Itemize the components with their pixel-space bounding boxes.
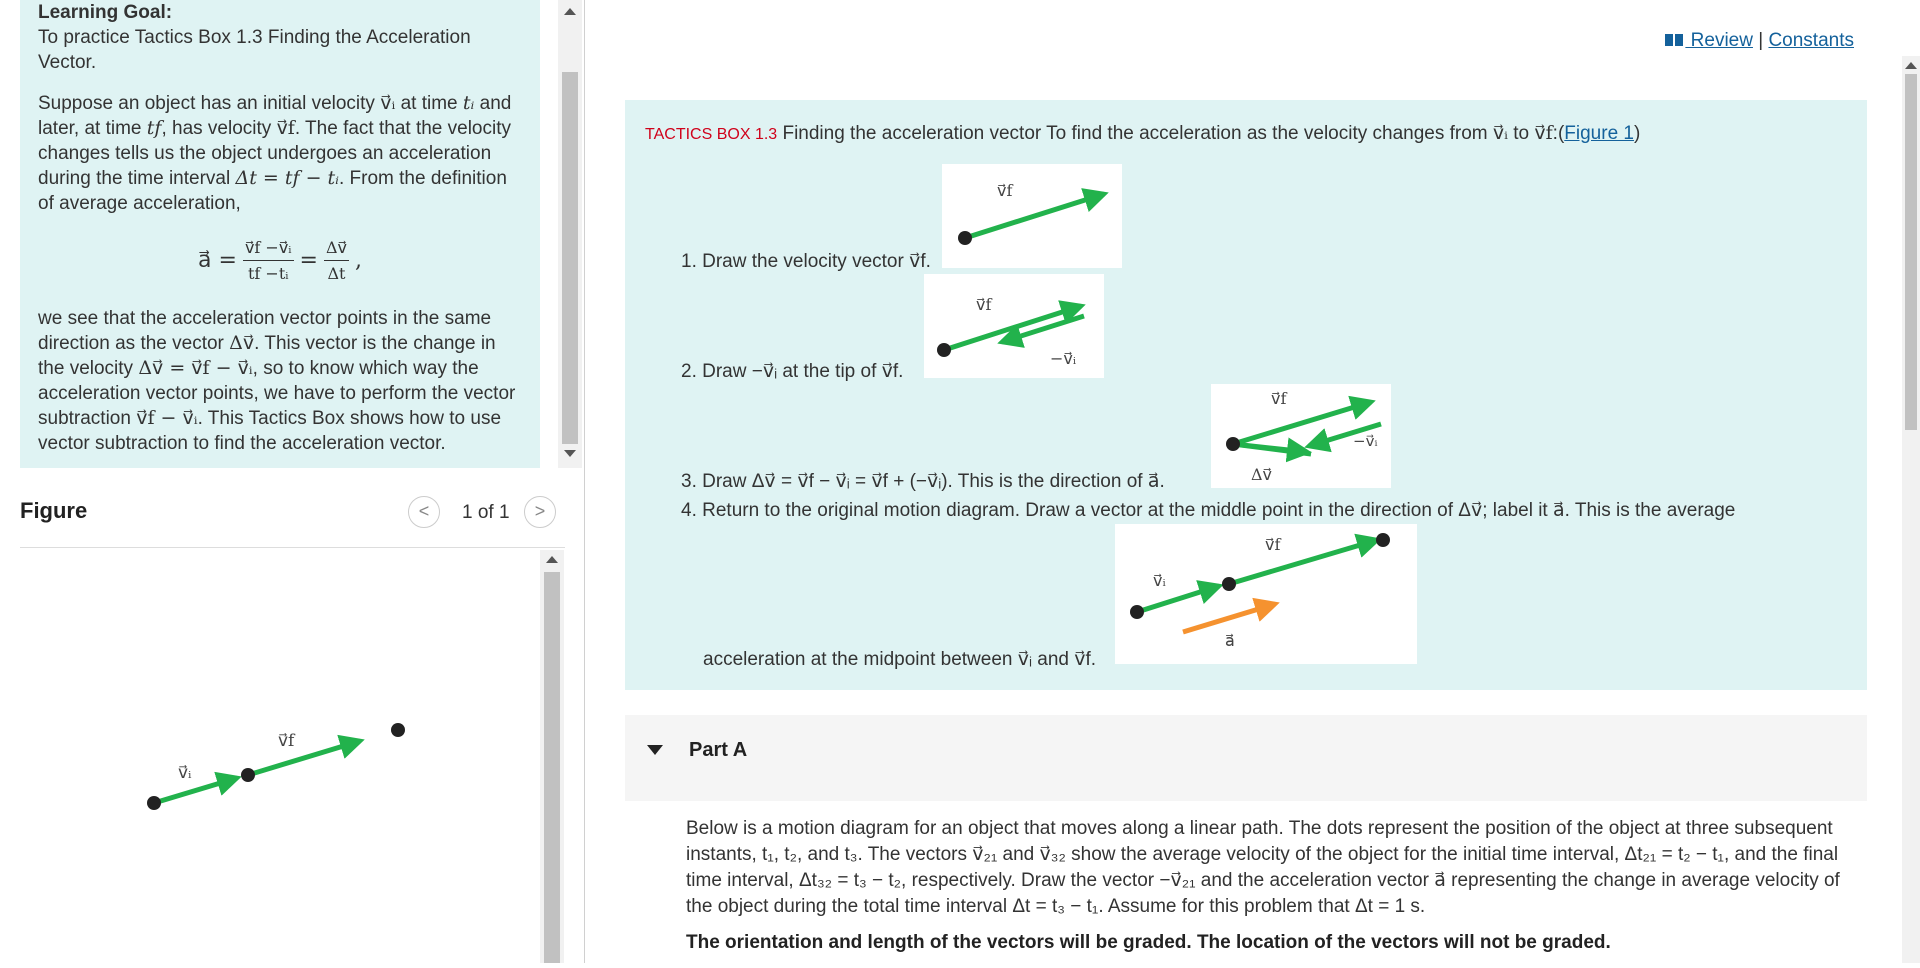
vf-arrow (248, 741, 360, 775)
step-2-image (924, 274, 1104, 378)
figure-page-count: 1 of 1 (462, 502, 510, 523)
step-3-image (1211, 384, 1391, 488)
step-4-text: 4. Return to the original motion diagram. Draw a vector at the middle point in the direction of Δv⃗; label it a⃗. This is the average (681, 500, 1736, 521)
step-1-image (942, 164, 1122, 268)
svg-text:v⃗f: v⃗f (1265, 535, 1281, 554)
right-pane (586, 0, 1920, 963)
figure-header (20, 496, 565, 548)
tactics-heading: TACTICS BOX 1.3 Finding the acceleration vector To find the acceleration as the velocity changes from v⃗ᵢ to v⃗f:(Figure 1) (645, 122, 1641, 144)
scrollbar-thumb[interactable] (1905, 74, 1917, 430)
position-dot (147, 796, 161, 810)
svg-text:Δv⃗: Δv⃗ (1251, 465, 1273, 484)
figure-scrollbar[interactable] (540, 550, 564, 963)
learning-goal-paragraph-2: we see that the acceleration vector points in the same direction as the vector Δv⃗. This vector is the change in the velocity Δv⃗ = v⃗f − v⃗ᵢ, so to know which way the acceleration vector points, we have to perform the vector subtraction v⃗f − v⃗ᵢ. This Tactics Box shows how to use vector subtraction to find the acceleration vector. (38, 308, 516, 454)
step-1-text: 1. Draw the velocity vector v⃗f. (681, 251, 931, 272)
svg-text:v⃗f: v⃗f (997, 181, 1013, 200)
svg-text:−v⃗ᵢ: −v⃗ᵢ (1353, 432, 1378, 450)
motion-diagram (20, 550, 540, 963)
collapse-triangle-icon[interactable] (647, 745, 663, 755)
learning-goal-intro: To practice Tactics Box 1.3 Finding the Acceleration Vector. (38, 27, 471, 73)
main-scrollbar[interactable] (1902, 56, 1920, 963)
vf-label: v⃗f (278, 731, 295, 751)
scrollbar-thumb[interactable] (562, 72, 578, 444)
position-dot (391, 723, 405, 737)
svg-text:−v⃗ᵢ: −v⃗ᵢ (1050, 349, 1077, 368)
header-links (1665, 30, 1854, 52)
scroll-up-icon[interactable] (564, 8, 576, 15)
review-link[interactable]: Review (1685, 30, 1753, 51)
learning-goal-scrollbar[interactable] (558, 0, 582, 468)
vi-arrow (154, 778, 237, 803)
step-3-text: 3. Draw Δv⃗ = v⃗f − v⃗ᵢ = v⃗f + (−v⃗ᵢ). This is the direction of a⃗. (681, 471, 1165, 492)
learning-goal-title: Learning Goal: (38, 2, 173, 23)
svg-text:v⃗ᵢ: v⃗ᵢ (1153, 571, 1166, 590)
scroll-down-icon[interactable] (564, 450, 576, 457)
left-pane (0, 0, 585, 963)
tactics-box (625, 100, 1867, 690)
scrollbar-thumb[interactable] (544, 572, 560, 963)
part-a-title: Part A (689, 739, 748, 761)
book-icon (1665, 31, 1685, 45)
next-figure-button[interactable]: > (524, 496, 556, 528)
previous-figure-button[interactable]: < (408, 496, 440, 528)
svg-text:a⃗: a⃗ (1225, 631, 1235, 650)
part-a-description: Below is a motion diagram for an object that moves along a linear path. The dots represent the position of the object at three subsequent instants, t₁, t₂, and t₃. The vectors v⃗₂₁ and v⃗₃₂ show the average velocity of the object for the initial time interval, Δt₂₁ = t₂ − t₁, and the final time interval, Δt₃₂ = t₃ − t₂, respectively. Draw the vector −v⃗₂₁ and the acceleration vector a⃗ representing the change in average velocity of the object during the total time interval Δt = t₃ − t₁. Assume for this problem that Δt = 1 s. (686, 818, 1840, 917)
step-4-image (1115, 524, 1417, 664)
tactics-label: TACTICS BOX 1.3 (645, 126, 778, 143)
scroll-up-icon[interactable] (546, 556, 558, 563)
step-2-text: 2. Draw −v⃗ᵢ at the tip of v⃗f. (681, 361, 904, 382)
figure-image (20, 550, 540, 963)
acceleration-formula: a⃗ = $\frac{\text{v⃗f −v⃗ᵢ}}{\text{tf −tᵢ}}$ = $\frac{\Delta v⃗}{\Delta t}$ , (38, 232, 522, 288)
position-dot (241, 768, 255, 782)
part-a-header[interactable] (625, 715, 1867, 801)
svg-text:v⃗f: v⃗f (1271, 389, 1287, 408)
scroll-up-icon[interactable] (1905, 62, 1917, 69)
constants-link[interactable]: Constants (1768, 30, 1854, 51)
step-4-text-continued: acceleration at the midpoint between v⃗ᵢ and v⃗f. (703, 649, 1097, 670)
learning-goal-box (20, 0, 540, 468)
figure-title: Figure (20, 498, 88, 523)
learning-goal-paragraph-1: Suppose an object has an initial velocity v⃗ᵢ at time tᵢ and later, at time tf, has velocity v⃗f. The fact that the velocity changes tells us the object undergoes an acceleration during the time interval Δt = tf − tᵢ. From the definition of average acceleration, (38, 92, 512, 214)
part-a-grading-note: The orientation and length of the vectors will be graded. The location of the vectors will not be graded. (686, 932, 1611, 953)
vi-label: v⃗ᵢ (178, 763, 192, 783)
links-separator: | (1758, 30, 1764, 51)
figure-1-link[interactable]: Figure 1 (1564, 123, 1634, 144)
svg-text:v⃗f: v⃗f (976, 295, 992, 314)
